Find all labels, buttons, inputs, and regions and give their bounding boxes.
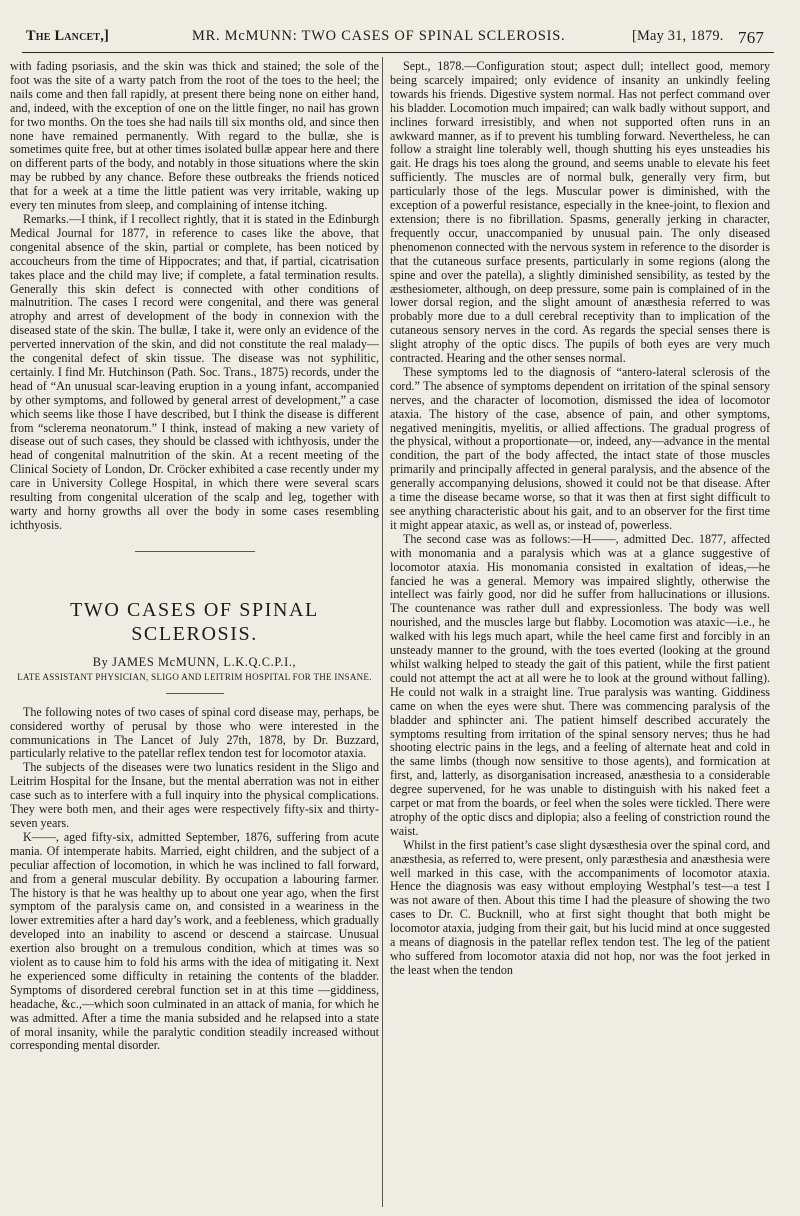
- column-divider: [382, 57, 383, 1207]
- running-title: MR. McMUNN: TWO CASES OF SPINAL SCLEROSIS.: [192, 28, 566, 44]
- journal-name: The Lancet,]: [26, 28, 110, 44]
- running-header: [0, 28, 800, 48]
- paragraph-intro: The following notes of two cases of spinal cord disease may, perhaps, be considered worthy of perusal by those who were interested in the communications in The Lancet of July 27th, 1878, by Dr. Buzzard, particularly relative to the patellar reflex tendon test for locomotor ataxia.: [10, 704, 379, 761]
- paragraph-subjects: The subjects of the diseases were two lunatics resident in the Sligo and Leitrim Hospital for the Insane, but the mental aberration was not in either case such as to interfere with a full inquiry into the physical complications. They were both men, and their ages were respectively fifty-six and thirty-seven years.: [10, 760, 379, 830]
- paragraph-case-two: The second case was as follows:—H——, admitted Dec. 1877, affected with monomania and a paralysis which was at a glance suggestive of locomotor ataxia. His monomania consisted in exaltation of ideas,—he fancied he was a general. Memory was impaired slightly, otherwise the intellect was fairly good, nor did he suffer from hallucinations or illusions. The countenance was rather dull and expressionless. The body was well nourished, and the muscles large but flabby. Locomotion was ataxic—i.e., he walked with his legs much apart, while the heel came first and forcibly in an unsteady manner to the ground, with the toes everted (looking at the ground whilst walking helped to steady the gait of this patient, while the first patient could not attempt the act at all were he to look at the ground without falling). He could not walk in a straight line. True paralysis was wanting. Giddiness came on when the eyes were shut. There was commencing paralysis of the bladder and sphincter ani. The patient himself described accurately the symptoms resulting from irritation of the spinal sensory nerves; thus he had shooting electric pains in the legs, and a feeling of alternate heat and cold in the same limbs (though now sensitive to those agents), and formication at first, and, latterly, as disorganisation increased, anæsthesia to a considerable degree supervened, for he was unable to distinguish with his naked feet a carpet or mat from the boards, or feel when the soles were tickled. There were atrophy of the optic discs and diplopia; also a feeling of constriction round the waist.: [390, 531, 770, 838]
- article-title: TWO CASES OF SPINAL SCLEROSIS.: [70, 598, 319, 645]
- paragraph-case-one: K——, aged fifty-six, admitted September, 1876, suffering from acute mania. Of intemperate habits. Married, eight children, and the subject of a peculiar affection of locomotion, in which he was inclined to fall forward, and from a general muscular debility. By occupation a labouring farmer. The history is that he was healthy up to about one year ago, when the first symptom of the paralysis came on, and consisted in a weariness in the lower extremities after a hard day’s work, and a feebleness, which gradually developed into an inability to ascend or descend a staircase. Unusual exertion also brought on a tremulous condition, which at times was so violent as to cause him to fold his arms with the idea of mitigating it. Next he experienced some difficulty in retaining the contents of the bladder. Symptoms of disordered cerebral function set in at this time —giddiness, headache, &c.,—which soon culminated in an attack of mania, for which he was admitted. After a time the mania subsided and he relapsed into a state of moral insanity, while the paralytic condition steadily increased without corresponding mental disorder.: [10, 829, 379, 1053]
- article-byline: By JAMES McMUNN, L.K.Q.C.P.I.,: [92, 654, 297, 669]
- paragraph-diagnosis: These symptoms led to the diagnosis of “antero-lateral sclerosis of the cord.” The absence of symptoms dependent on irritation of the spinal sensory nerves, and the character of locomotion, dismissed the idea of locomotor ataxia. The history of the case, absence of pain, and other symptoms, negatived meningitis, myelitis, or allied affections. The gradual progress of the physical, without a proportionate—or, indeed, any—advance in the mental condition, the part of the body affected, the intact state of those muscles primarily and principally affected in general paralysis, and the absence of the generally accompanying delusions, showed it could not be that disease. After a time the disease became worse, so that it was then at first sight difficult to see anything characteristic about his gait, and to an observer for the first time it might appear ataxic, as well as, or instead of, powerless.: [390, 364, 770, 532]
- paragraph-remarks: Remarks.—I think, if I recollect rightly, that it is stated in the Edinburgh Medical Journal for 1877, in reference to cases like the above, that congenital absence of the skin, partial or complete, has been noticed by accoucheurs from the time of Hippocrates; and that, if partial, cicatrisation takes place and the child may live; if complete, a fatal termination results. Generally this skin defect is connected with other conditions of malnutrition. The cases I record were congenital, and there was general atrophy and arrest of development of the body in connexion with the diseased state of the skin. The bullæ, I take it, were only an evidence of the perverted innervation of the skin, and did not constitute the real malady—the congenital defect of skin tissue. The disease was not syphilitic, certainly. I find Mr. Hutchinson (Path. Soc. Trans., 1875) records, under the head of “An unusual scar-leaving eruption in a young infant, accompanied by other symptoms, and followed by general arrest of development,” a case which seems like those I have described, but I think the disease is different from “sclerema neonatorum.” I think, instead of making a new variety of disease out of such cases, they should be classed with ichthyosis, under the head of congenital malnutrition of the skin. At a recent meeting of the Clinical Society of London, Dr. Cröcker exhibited a case recently under my care in University College Hospital, in which there were several scars resulting from congenital ulceration of the scalp and leg, together with warty and horny growths all over the body in some cases resembling ichthyosis.: [10, 211, 379, 532]
- page-number: 767: [738, 28, 765, 47]
- issue-date: [May 31, 1879.: [632, 28, 724, 44]
- left-column: [10, 60, 379, 1210]
- byline-rule: [166, 693, 224, 694]
- paragraph-comparison: Whilst in the first patient’s case slight dysæsthesia over the spinal cord, and anæsthesia, as referred to, were present, only paræsthesia and anæsthesia were well marked in this case, with the accompaniments of locomotor ataxia. Hence the diagnosis was easy without employing Westphal’s test—a test I was not aware of then. About this time I had the pleasure of showing the two cases to Dr. C. Bucknill, who at first sight thought that both might be locomotor ataxia, judging from their gait, but his lucid mind at once suggested a means of diagnosis in the patellar reflex tendon test. The leg of the patient who suffered from locomotor ataxia did not hop, nor was the foot jerked in the least when the tendon: [390, 837, 770, 977]
- right-column: [390, 60, 770, 1212]
- paragraph-september: Sept., 1878.—Configuration stout; aspect dull; intellect good, memory being scarcely impaired; only evidence of insanity an unkindly feeling towards his friends. Digestive system normal. Has not perfect command over his bladder. Locomotion much impaired; can walk badly without support, and inclines forward irresistibly, and when not supported often runs in an awkward manner, as if to prevent his tumbling forward. Nevertheless, he can follow a straight line tolerably well, though shutting his eyes unsteadies his gait. He drags his toes along the ground, and seems unable to elevate his feet sufficiently. The muscles are of normal bulk, generally very firm, but particularly those of the legs. Muscular power is diminished, with the exception of a powerful resistance, especially in the knee-joint, to flexion and extension; there is no fibrillation. Spasms, generally jerking in character, frequently occur, unaccompanied by unusual pain. The only diseased phenomenon connected with the nervous system in reference to the disorder is that the cutaneous surface presents, particularly in some regions (along the spine and over the patella), a slightly diminished sensibility, as tested by the æsthesiometer, although, on deep pressure, some pain is complained of in the lower dorsal region, and the slight amount of anæsthesia referred to was probably more due to a dull cerebral receptivity than to implication of the cutaneous sensory nerves in the cord. As regards the special senses there is slight atrophy of the optic discs. The pupils of both eyes are very much contracted. Hearing and the other senses normal.: [390, 60, 770, 366]
- author-affiliation: LATE ASSISTANT PHYSICIAN, SLIGO AND LEITRIM HOSPITAL FOR THE INSANE.: [17, 671, 372, 682]
- header-rule: [22, 52, 774, 53]
- section-rule: [135, 551, 255, 552]
- paragraph-continued: with fading psoriasis, and the skin was thick and stained; the sole of the foot was the site of a warty patch from the root of the toes to the heel; the nails come and then fall rapidly, at present there being none on either hand, and, indeed, with the exception of one on the little finger, no nail has grown for two months. On the toes she had nails till six months old, and since then none have remained permanently. With regard to the bullæ, she is sometimes quite free, but at other times isolated bullæ appear here and there on different parts of the body, and notably in those situations where the skin may be rubbed by any chance. Before these outbreaks the friends noticed that for a week at a time the little patient was very irritable, waking up every ten minutes from sleep, and complaining of intense itching.: [10, 60, 379, 213]
